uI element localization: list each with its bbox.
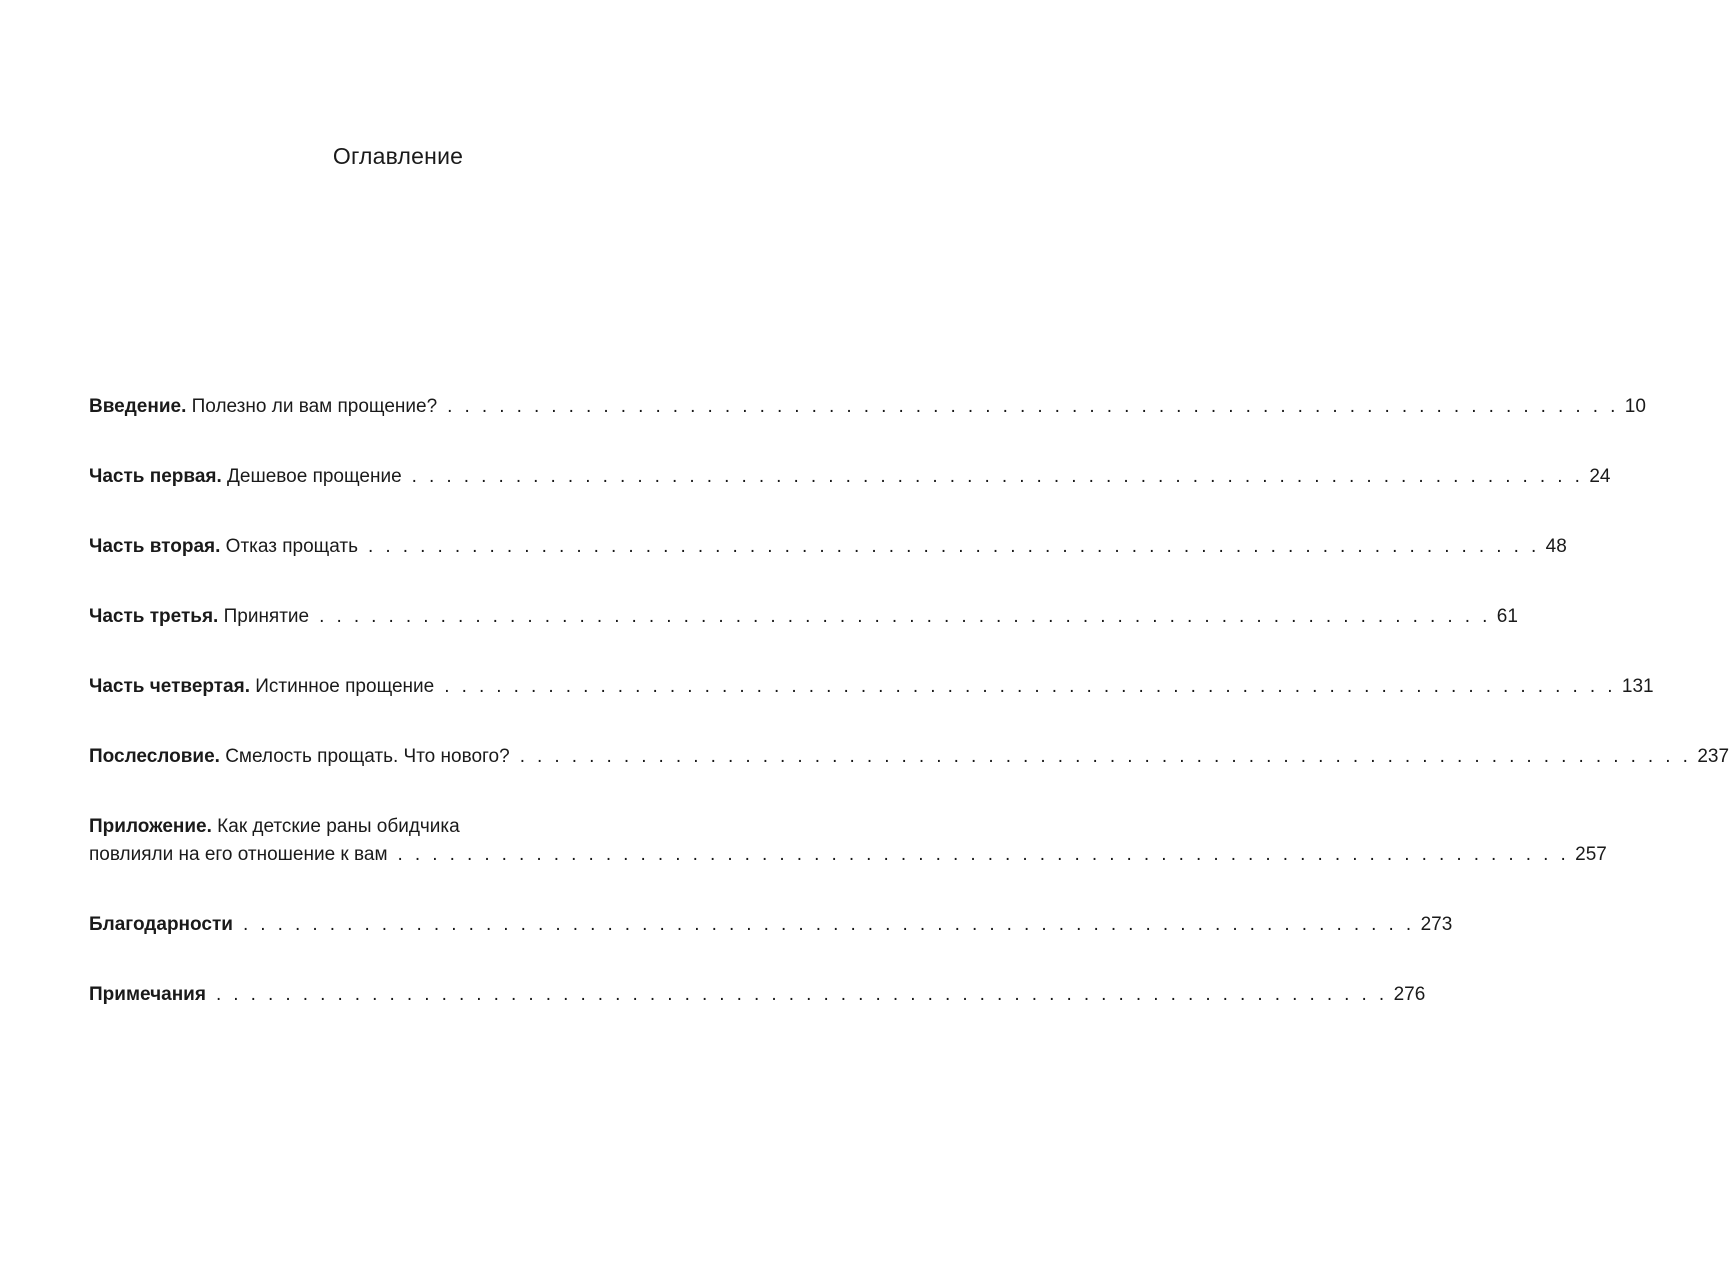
toc-page-number: 276 <box>1393 984 1426 1005</box>
toc-entry-part-two[interactable] <box>89 533 1567 561</box>
toc-page-number: 61 <box>1496 606 1518 627</box>
toc-entry-appendix[interactable] <box>89 813 1607 869</box>
toc-entry-heading: Часть четвертая. <box>89 676 250 697</box>
toc-entry-heading: Часть третья. <box>89 606 219 627</box>
toc-entry-title <box>89 393 437 421</box>
toc-entry-heading: Введение. <box>89 396 187 417</box>
toc-entry-heading: Приложение. <box>89 816 212 837</box>
toc-entry-subtitle: Дешевое прощение <box>221 466 402 487</box>
page-title: Оглавление <box>332 143 464 169</box>
toc-entry-part-four[interactable] <box>89 673 1654 701</box>
toc-page-number: 273 <box>1420 914 1453 935</box>
toc-entry-afterword[interactable] <box>89 743 1729 771</box>
toc-entry-subtitle-continued: повлияли на его отношение к вам <box>89 844 388 865</box>
toc-entry-title <box>89 603 309 631</box>
dot-leader: . . . . . . . . . . . . . . . . . . . . . . . . . . . . . . . . . . . . . . . . . . . . . . . . . . . . . . . . . . . . . . . . . . . . <box>447 396 1619 417</box>
dot-leader: . . . . . . . . . . . . . . . . . . . . . . . . . . . . . . . . . . . . . . . . . . . . . . . . . . . . . . . . . . . . . . . . . . . . <box>215 984 1388 1005</box>
toc-entry-title <box>89 743 510 771</box>
toc-entry-acknowledgements[interactable] <box>89 911 1453 939</box>
toc-entry-heading: Часть первая. <box>89 466 222 487</box>
toc-page-number: 131 <box>1621 676 1654 697</box>
dot-leader: . . . . . . . . . . . . . . . . . . . . . . . . . . . . . . . . . . . . . . . . . . . . . . . . . . . . . . . . . . . . . . . . . . . . <box>411 466 1584 487</box>
toc-entry-part-one[interactable] <box>89 463 1611 491</box>
table-of-contents <box>89 393 1729 1051</box>
toc-entry-subtitle: Отказ прощать <box>220 536 359 557</box>
toc-entry-title <box>89 813 460 841</box>
dot-leader: . . . . . . . . . . . . . . . . . . . . . . . . . . . . . . . . . . . . . . . . . . . . . . . . . . . . . . . . . . . . . . . . . . . . <box>444 676 1616 697</box>
toc-entry-title <box>89 673 434 701</box>
toc-page-number: 48 <box>1545 536 1567 557</box>
toc-entry-heading: Благодарности <box>89 914 233 935</box>
toc-entry-heading: Примечания <box>89 984 206 1005</box>
toc-entry-subtitle: Принятие <box>218 606 310 627</box>
dot-leader: . . . . . . . . . . . . . . . . . . . . . . . . . . . . . . . . . . . . . . . . . . . . . . . . . . . . . . . . . . . . . . . . . . . . <box>397 844 1570 865</box>
toc-page-number: 24 <box>1589 466 1611 487</box>
toc-page-number: 237 <box>1697 746 1729 767</box>
toc-page-number: 257 <box>1575 844 1607 865</box>
dot-leader: . . . . . . . . . . . . . . . . . . . . . . . . . . . . . . . . . . . . . . . . . . . . . . . . . . . . . . . . . . . . . . . . . . . . <box>368 536 1540 557</box>
toc-entry-subtitle: Истинное прощение <box>250 676 435 697</box>
toc-entry-heading: Послесловие. <box>89 746 220 767</box>
toc-entry-introduction[interactable] <box>89 393 1646 421</box>
toc-entry-notes[interactable] <box>89 981 1426 1009</box>
toc-entry-subtitle: Смелость прощать. Что нового? <box>219 746 510 767</box>
toc-entry-part-three[interactable] <box>89 603 1518 631</box>
dot-leader: . . . . . . . . . . . . . . . . . . . . . . . . . . . . . . . . . . . . . . . . . . . . . . . . . . . . . . . . . . . . . . . . . . . . <box>519 746 1692 767</box>
toc-entry-heading: Часть вторая. <box>89 536 221 557</box>
toc-page-number: 10 <box>1624 396 1646 417</box>
toc-entry-subtitle: Как детские раны обидчика <box>211 816 460 837</box>
toc-entry-title <box>89 463 402 491</box>
dot-leader: . . . . . . . . . . . . . . . . . . . . . . . . . . . . . . . . . . . . . . . . . . . . . . . . . . . . . . . . . . . . . . . . . . . . <box>242 914 1415 935</box>
dot-leader: . . . . . . . . . . . . . . . . . . . . . . . . . . . . . . . . . . . . . . . . . . . . . . . . . . . . . . . . . . . . . . . . . . . . <box>319 606 1491 627</box>
toc-entry-subtitle: Полезно ли вам прощение? <box>186 396 438 417</box>
toc-entry-title <box>89 533 358 561</box>
